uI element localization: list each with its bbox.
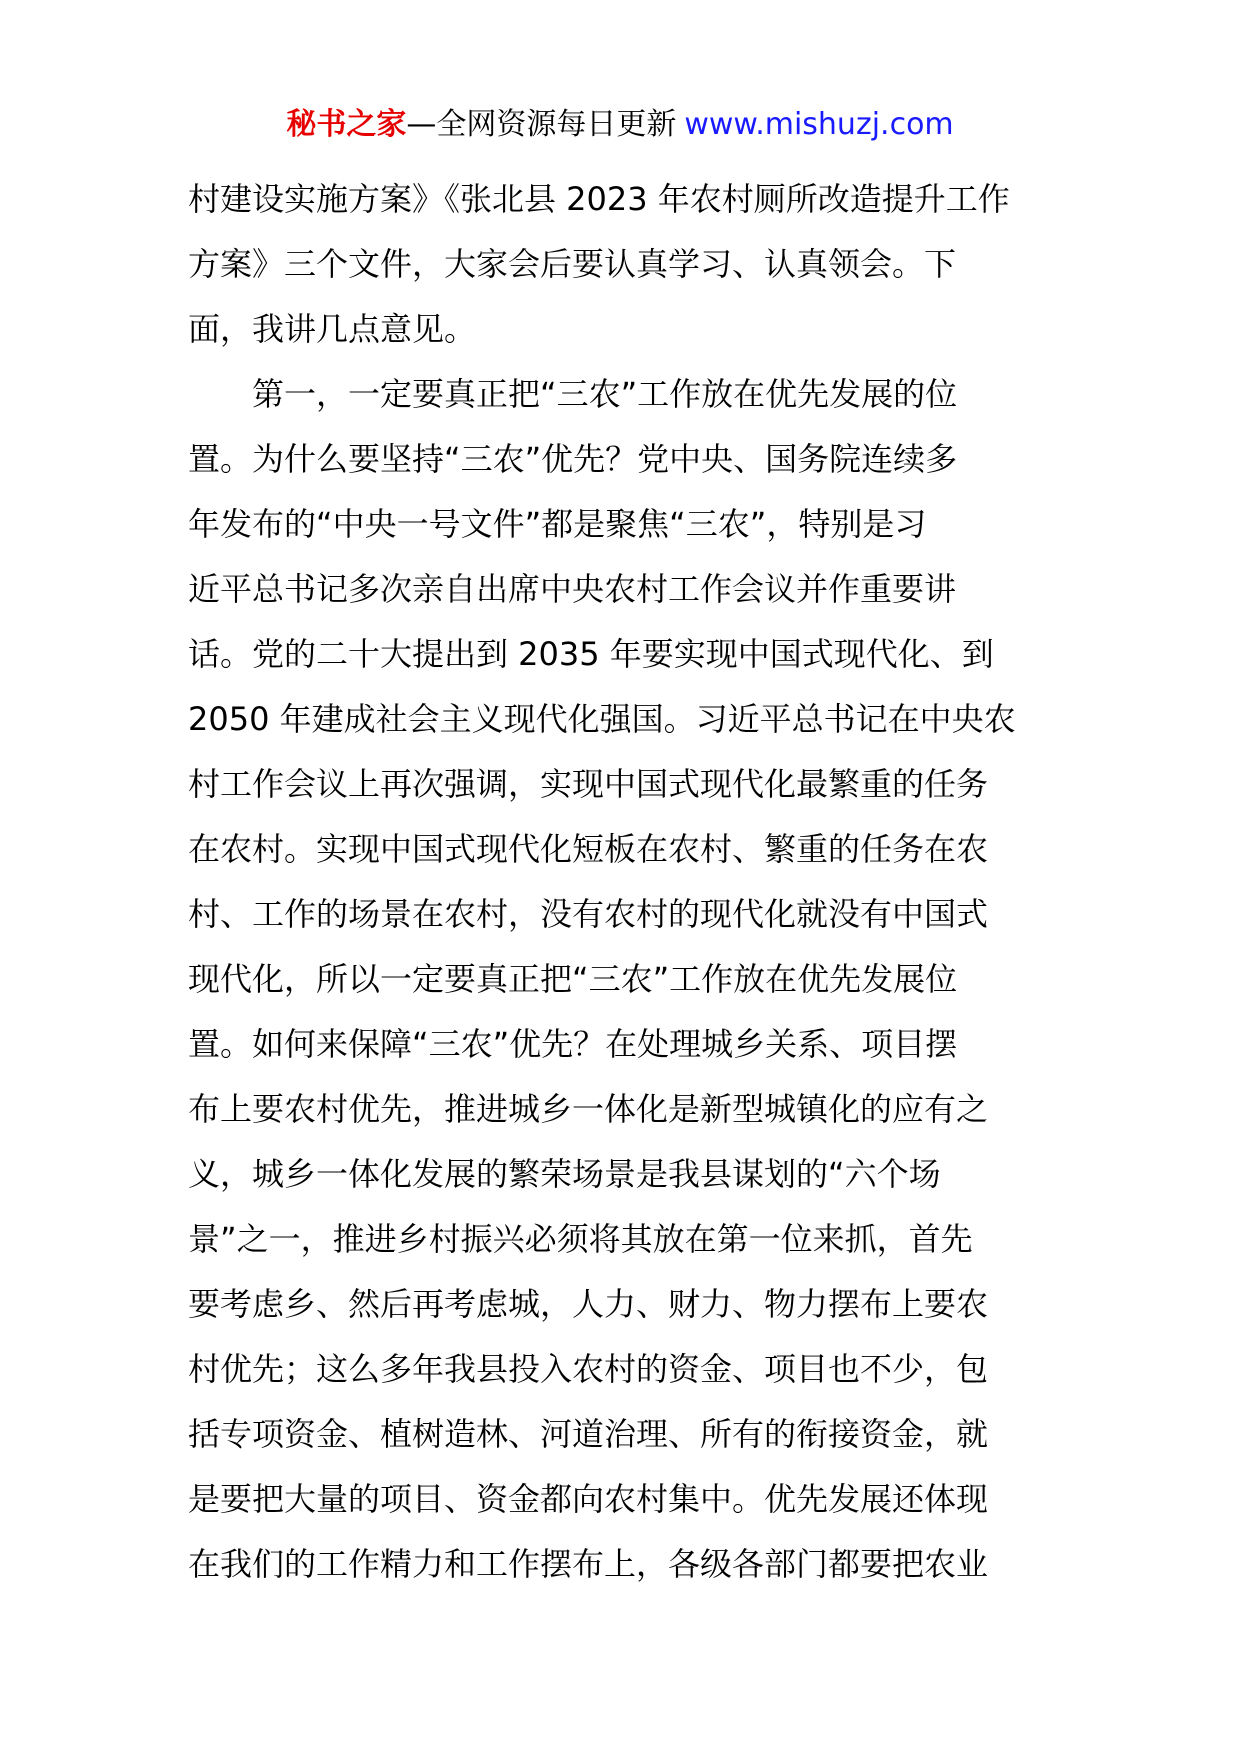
text-line: 近平总书记多次亲自出席中央农村工作会议并作重要讲 bbox=[188, 570, 957, 608]
site-header bbox=[0, 103, 1240, 147]
text-line: 第一，一定要真正把“三农”工作放在优先发展的位 bbox=[188, 375, 958, 413]
text-line: 年发布的“中央一号文件”都是聚焦“三农”，特别是习 bbox=[188, 505, 927, 543]
text-line: 要考虑乡、然后再考虑城，人力、财力、物力摆布上要农 bbox=[188, 1285, 989, 1323]
text-line: 括专项资金、植树造林、河道治理、所有的衔接资金，就 bbox=[188, 1415, 989, 1453]
text-line: 现代化，所以一定要真正把“三农”工作放在优先发展位 bbox=[188, 960, 958, 998]
text-line: 在我们的工作精力和工作摆布上，各级各部门都要把农业 bbox=[188, 1545, 989, 1583]
text-line: 方案》三个文件，大家会后要认真学习、认真领会。下 bbox=[188, 245, 957, 283]
text-line: 景”之一，推进乡村振兴必须将其放在第一位来抓，首先 bbox=[188, 1220, 973, 1258]
text-line: 2050 年建成社会主义现代化强国。习近平总书记在中央农 bbox=[188, 700, 1016, 738]
text-line: 布上要农村优先，推进城乡一体化是新型城镇化的应有之 bbox=[188, 1090, 989, 1128]
text-line: 在农村。实现中国式现代化短板在农村、繁重的任务在农 bbox=[188, 830, 989, 868]
text-line: 村、工作的场景在农村，没有农村的现代化就没有中国式 bbox=[188, 895, 989, 933]
document-body bbox=[188, 167, 1056, 1597]
text-line: 义，城乡一体化发展的繁荣场景是我县谋划的“六个场 bbox=[188, 1155, 941, 1193]
site-tagline: —全网资源每日更新 bbox=[406, 107, 677, 142]
text-line: 话。党的二十大提出到 2035 年要实现中国式现代化、到 bbox=[188, 635, 994, 673]
brand-name: 秘书之家 bbox=[286, 107, 407, 142]
site-url-link[interactable]: www.mishuzj.com bbox=[684, 107, 954, 142]
text-line: 村建设实施方案》《张北县 2023 年农村厕所改造提升工作 bbox=[188, 180, 1010, 218]
text-line: 置。如何来保障“三农”优先？在处理城乡关系、项目摆 bbox=[188, 1025, 958, 1063]
text-line: 是要把大量的项目、资金都向农村集中。优先发展还体现 bbox=[188, 1480, 989, 1518]
text-line: 村优先；这么多年我县投入农村的资金、项目也不少，包 bbox=[188, 1350, 989, 1388]
text-line: 村工作会议上再次强调，实现中国式现代化最繁重的任务 bbox=[188, 765, 989, 803]
text-line: 面，我讲几点意见。 bbox=[188, 310, 477, 348]
text-line: 置。为什么要坚持“三农”优先？党中央、国务院连续多 bbox=[188, 440, 958, 478]
